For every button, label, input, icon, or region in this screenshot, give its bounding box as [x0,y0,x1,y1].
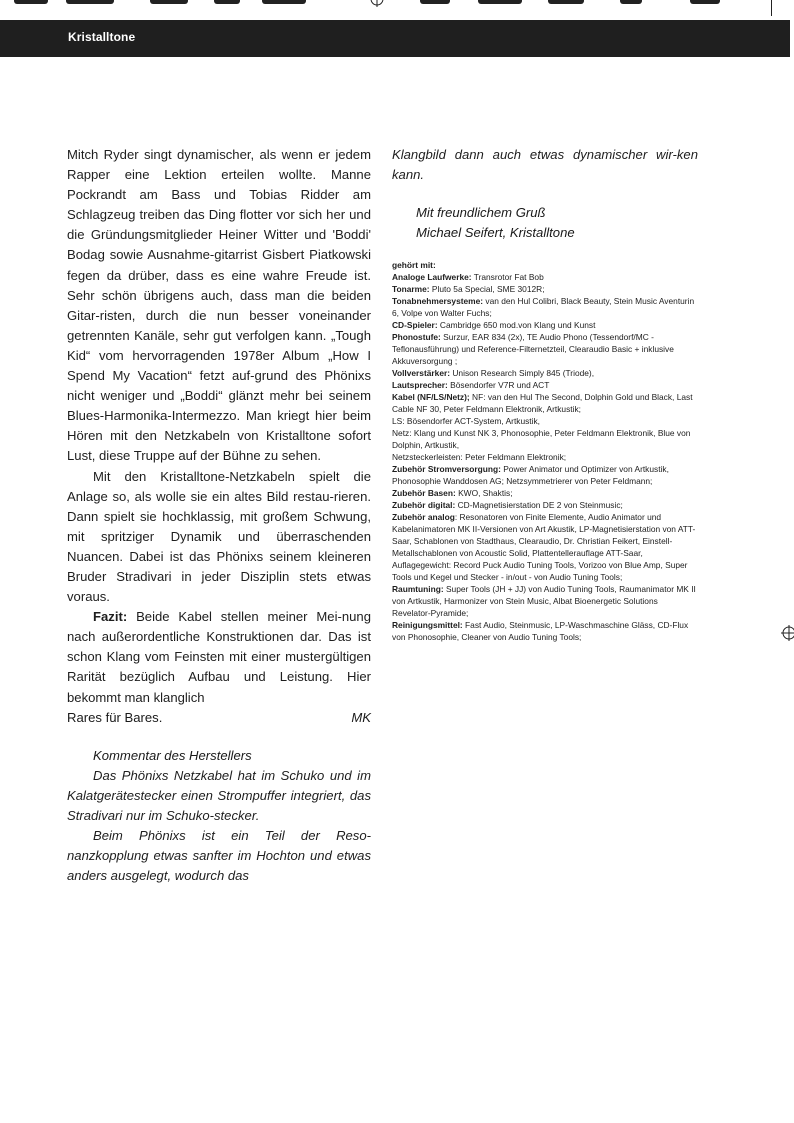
equipment-text: Power Animator und Optimizer von Artkustik, Phonosophie Wanddosen AG; Netzsymmetrierer von Peter Feldmann; [392,464,669,487]
equipment-label: Tonarme: [392,284,430,295]
fazit-last-line [67,708,371,728]
equipment-label: Kabel (NF/LS/Netz); [392,392,470,403]
fazit-text: Beide Kabel stellen meiner Mei-nung nach außerordentliche Konstruktionen dar. Das ist schon Klang vom Feinsten mit einer mustergültigen Rarität bezüglich Aufbau und Leistung. Hier bekommt man klanglich [67,609,371,705]
comment-paragraph: Beim Phönixs ist ein Teil der Reso-nanzkopplung etwas sanfter im Hochton und etwas anders ausgelegt, wodurch das [67,828,371,884]
left-column [67,145,371,886]
equipment-item [392,295,698,319]
cropped-glyph [548,0,584,4]
cropped-glyph [420,0,450,4]
right-column [392,145,698,643]
equipment-label: Reinigungsmittel: [392,620,463,631]
manufacturer-comment [67,746,371,887]
equipment-item [392,379,698,391]
greeting-block [392,203,698,243]
signature: Michael Seifert, Kristalltone [416,225,575,241]
equipment-item [392,283,698,295]
cropped-glyph [214,0,240,4]
equipment-text: LS: Bösendorfer ACT-System, Artkustik, [392,416,541,427]
equipment-label: Lautsprecher: [392,380,448,391]
equipment-list [392,259,698,643]
equipment-label: Phonostufe: [392,332,441,343]
greeting: Mit freundlichem Gruß [416,205,546,221]
equipment-items [392,271,698,643]
equipment-item [392,367,698,379]
equipment-item [392,583,698,619]
equipment-text: Super Tools (JH + JJ) von Audio Tuning Tools, Raumanimator MK II von Artkustik, Harmonizer von Stein Music, Albat Bioenergetic Solutions Revelator-Pyramide; [392,584,696,619]
equipment-item [392,619,698,643]
body-paragraph: Mit den Kristalltone-Netzkabeln spielt die Anlage so, als wolle sie ein altes Bild restau-rieren. Dann spielt sie hochklassig, mit großem Schwung, mit spritziger Dynamik und überraschenden Nuancen. Dabei ist das Phönixs seinem kleineren Bruder Stradivari in jeder Disziplin stets etwas voraus. [67,468,371,605]
equipment-text: van den Hul Colibri, Black Beauty, Stein Music Aventurin 6, Volpe von Walter Fuchs; [392,296,695,319]
cropped-glyph [150,0,188,4]
cropped-glyph [690,0,720,4]
equipment-text: Unison Research Simply 845 (Triode), [450,368,595,379]
equipment-text: Netzsteckerleisten: Peter Feldmann Elektronik; [392,452,567,463]
equipment-item [392,511,698,583]
body-paragraph: Mitch Ryder singt dynamischer, als wenn er jedem Rapper eine Lektion erteilen wollte. Manne Pockrandt am Bass und Tobias Ridder am Schlagzeug treiben das Ding flotter vor sich her und die Gründungsmitglieder Heiner Witter und 'Boddi' Bodag sowie Ausnahme-gitarrist Gisbert Piatkowski fegen da drüber, dass es eine wahre Freude ist. Sehr schön übrigens auch, dass man die beiden Gitar-risten, durch die nun besser voneinander getrennten Kanäle, sehr gut verfolgen kann. „Tough Kid“ vom hervorragenden 1978er Album „How I Spend My Vacation“ fetzt auf-grund des Phönixs nicht weniger und „Boddi“ glänzt mehr bei seinem Blues-Harmonika-Intermezzo. Man kriegt hier beim Hören mit den Netzkabeln von Kristalltone sofort Lust, diese Truppe auf der Bühne zu sehen. [67,147,371,464]
equipment-text: Pluto 5a Special, SME 3012R; [429,284,545,295]
equipment-text: : Resonatoren von Finite Elemente, Audio Animator und Kabelanimatoren MK II-Versionen von Art Akustik, LP-Magnetisierstation von ATT-Saar, Schablonen von Stadthaus, Clearaudio, Dr. Christian Feikert, Einstell-Metallschablonen von Acoustic Solid, Plattentellerauflage ATT-Saar, Auflagegewicht: Record Puck Audio Tuning Tools, Vorizoo von Blue Amp, Super Tools und Kegel und Stecker - in/out - von Audio Tuning Tools; [392,512,696,583]
equipment-item [392,331,698,367]
equipment-item [392,391,698,415]
fazit-paragraph [67,607,371,707]
equipment-text: Transrotor Fat Bob [471,272,544,283]
equipment-text: CD-Magnetisierstation DE 2 von Steinmusic; [455,500,623,511]
equipment-label: CD-Spieler: [392,320,438,331]
comment-paragraph: Das Phönixs Netzkabel hat im Schuko und im Kalatgerätestecker einen Strompuffer integriert, das Stradivari nur im Schuko-stecker. [67,767,371,823]
fazit-last-text: Rares für Bares. [67,709,163,725]
cropped-glyph [262,0,306,4]
comment-continuation: Klangbild dann auch etwas dynamischer wir-ken kann. [392,147,698,183]
cropped-glyph [14,0,48,4]
author-initials: MK [351,709,371,725]
registration-mark-icon [781,625,794,641]
fazit-label: Fazit: [93,609,128,625]
equipment-label: Zubehör Stromversorgung: [392,464,501,475]
equipment-item [392,451,698,463]
cropped-glyph [478,0,522,4]
equipment-text: KWO, Shaktis; [455,488,513,499]
equipment-item [392,427,698,451]
equipment-label: Tonabnehmersysteme: [392,296,484,307]
equipment-label: Zubehör digital: [392,500,456,511]
equipment-text: Cambridge 650 mod.von Klang und Kunst [437,320,596,331]
equipment-text: Surzur, EAR 834 (2x), TE Audio Phono (Tessendorf/MC -Teflonausführung) und Reference-Filternetzteil, Clearaudio Basic + inklusive Akkuversorgung ; [392,332,674,367]
equipment-item [392,499,698,511]
equipment-text: Bösendorfer V7R und ACT [447,380,550,391]
comment-title: Kommentar des Herstellers [93,747,252,763]
crop-mark [771,0,772,16]
equipment-item [392,487,698,499]
header-title: Kristalltone [68,30,136,44]
equipment-label: Raumtuning: [392,584,444,595]
equipment-label: Zubehör Basen: [392,488,456,499]
equipment-text: Fast Audio, Steinmusic, LP-Waschmaschine Gläss, CD-Flux von Phonosophie, Cleaner von Audio Tuning Tools; [392,620,689,643]
equipment-text: NF: van den Hul The Second, Dolphin Gold und Black, Last Cable NF 30, Peter Feldmann Elektronik, Artkustik; [392,392,693,415]
equipment-label: Analoge Laufwerke: [392,272,472,283]
equipment-label: Vollverstärker: [392,368,451,379]
equipment-item [392,271,698,283]
equipment-item [392,319,698,331]
equipment-text: Netz: Klang und Kunst NK 3, Phonosophie, Peter Feldmann Elektronik, Blue von Dolphin, Artkustik, [392,428,691,451]
equipment-item [392,463,698,487]
cropped-glyph [66,0,114,4]
cropped-glyph [620,0,642,4]
cropped-running-text [0,0,794,6]
equipment-label: Zubehör analog [392,512,455,523]
equipment-item [392,415,698,427]
registration-mark-icon [369,0,385,7]
equipment-title: gehört mit: [392,260,436,271]
